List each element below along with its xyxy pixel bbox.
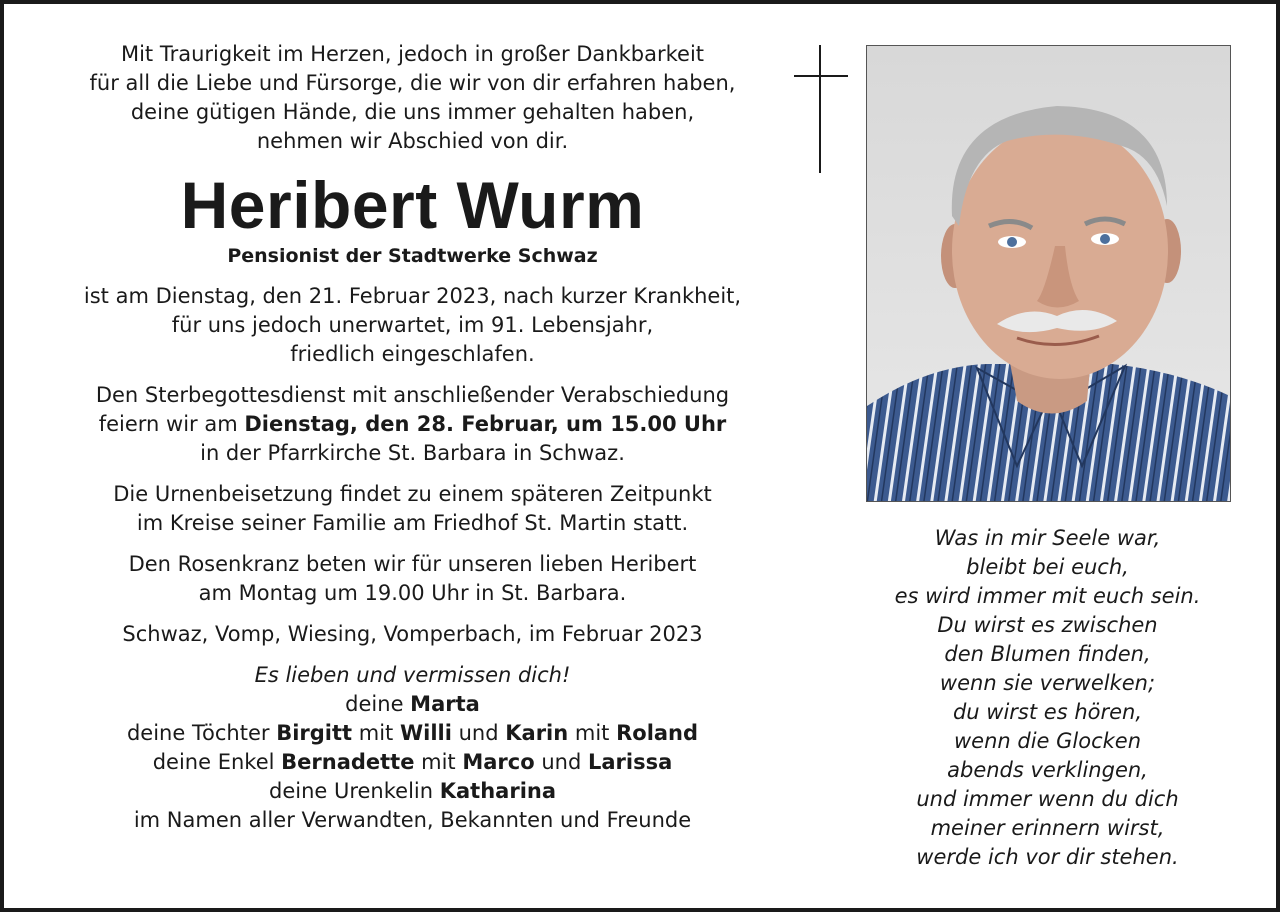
poem-line: es wird immer mit euch sein. (894, 584, 1201, 608)
service-prefix: feiern wir am (98, 412, 245, 436)
deceased-name: Heribert Wurm (180, 168, 645, 242)
poem-line: Was in mir Seele war, (934, 526, 1161, 550)
death-line: ist am Dienstag, den 21. Februar 2023, nach kurzer Krankheit, (83, 284, 742, 308)
mourner-line: im Namen aller Verwandten, Bekannten und Freunde (133, 808, 692, 832)
mourner-text: deine (345, 692, 411, 716)
obituary-text-column (40, 38, 785, 835)
funeral-service (40, 381, 785, 468)
mourner-name: Birgitt (276, 721, 353, 745)
mourner-name: Marco (462, 750, 535, 774)
rosary-line: Den Rosenkranz beten wir für unseren lieben Heribert (128, 552, 697, 576)
poem-line: wenn sie verwelken; (939, 671, 1156, 695)
mourner-name: Katharina (439, 779, 557, 803)
service-line (40, 410, 785, 439)
portrait-illustration (867, 46, 1230, 501)
place-date: Schwaz, Vomp, Wiesing, Vomperbach, im Februar 2023 (122, 622, 703, 646)
intro-line: deine gütigen Hände, die uns immer gehalten haben, (130, 100, 695, 124)
poem-line: Du wirst es zwischen (937, 613, 1158, 637)
cross-icon (819, 45, 821, 173)
mourner-name: Larissa (587, 750, 673, 774)
mourner-name: Bernadette (281, 750, 415, 774)
urn-line: im Kreise seiner Familie am Friedhof St. Martin statt. (136, 511, 689, 535)
mourner-line (40, 690, 785, 719)
mourner-line (40, 777, 785, 806)
service-line: in der Pfarrkirche St. Barbara in Schwaz. (200, 441, 625, 465)
poem-line: werde ich vor dir stehen. (916, 845, 1179, 869)
mourner-line (40, 719, 785, 748)
intro-text (40, 40, 785, 156)
intro-line: nehmen wir Abschied von dir. (256, 129, 569, 153)
poem-line: wenn die Glocken (953, 729, 1142, 753)
poem-line: meiner erinnern wirst, (930, 816, 1165, 840)
mourner-text: und (451, 721, 506, 745)
mourner-line (40, 748, 785, 777)
mourners-list (40, 690, 785, 835)
mourner-text: deine Enkel (152, 750, 282, 774)
mourner-name: Willi (399, 721, 452, 745)
portrait-photo (866, 45, 1231, 502)
mourner-text: deine Urenkelin (268, 779, 440, 803)
mourner-text: mit (352, 721, 400, 745)
mourner-text: und (534, 750, 588, 774)
rosary-line: am Montag um 19.00 Uhr in St. Barbara. (198, 581, 627, 605)
death-notice (40, 282, 785, 369)
poem-line: abends verklingen, (947, 758, 1148, 782)
service-date: Dienstag, den 28. Februar, um 15.00 Uhr (244, 412, 727, 436)
poem (860, 524, 1235, 872)
intro-line: Mit Traurigkeit im Herzen, jedoch in großer Dankbarkeit (120, 42, 705, 66)
mourner-name: Karin (505, 721, 569, 745)
poem-line: den Blumen finden, (944, 642, 1151, 666)
mourner-text: deine Töchter (126, 721, 277, 745)
service-line: Den Sterbegottesdienst mit anschließender Verabschiedung (95, 383, 730, 407)
mourner-text: mit (568, 721, 617, 745)
urn-line: Die Urnenbeisetzung findet zu einem späteren Zeitpunkt (113, 482, 712, 506)
death-line: friedlich eingeschlafen. (290, 342, 535, 366)
mourner-name: Marta (410, 692, 480, 716)
deceased-role: Pensionist der Stadtwerke Schwaz (227, 245, 598, 267)
poem-line: du wirst es hören, (952, 700, 1143, 724)
mourner-name: Roland (616, 721, 699, 745)
cross-icon-bar (794, 75, 848, 77)
urn-burial (40, 480, 785, 538)
death-line: für uns jedoch unerwartet, im 91. Lebensjahr, (171, 313, 654, 337)
poem-line: bleibt bei euch, (966, 555, 1129, 579)
mourner-text: mit (414, 750, 463, 774)
intro-line: für all die Liebe und Fürsorge, die wir von dir erfahren haben, (89, 71, 736, 95)
poem-line: und immer wenn du dich (916, 787, 1179, 811)
mourners-intro: Es lieben und vermissen dich! (254, 663, 571, 687)
rosary (40, 550, 785, 608)
